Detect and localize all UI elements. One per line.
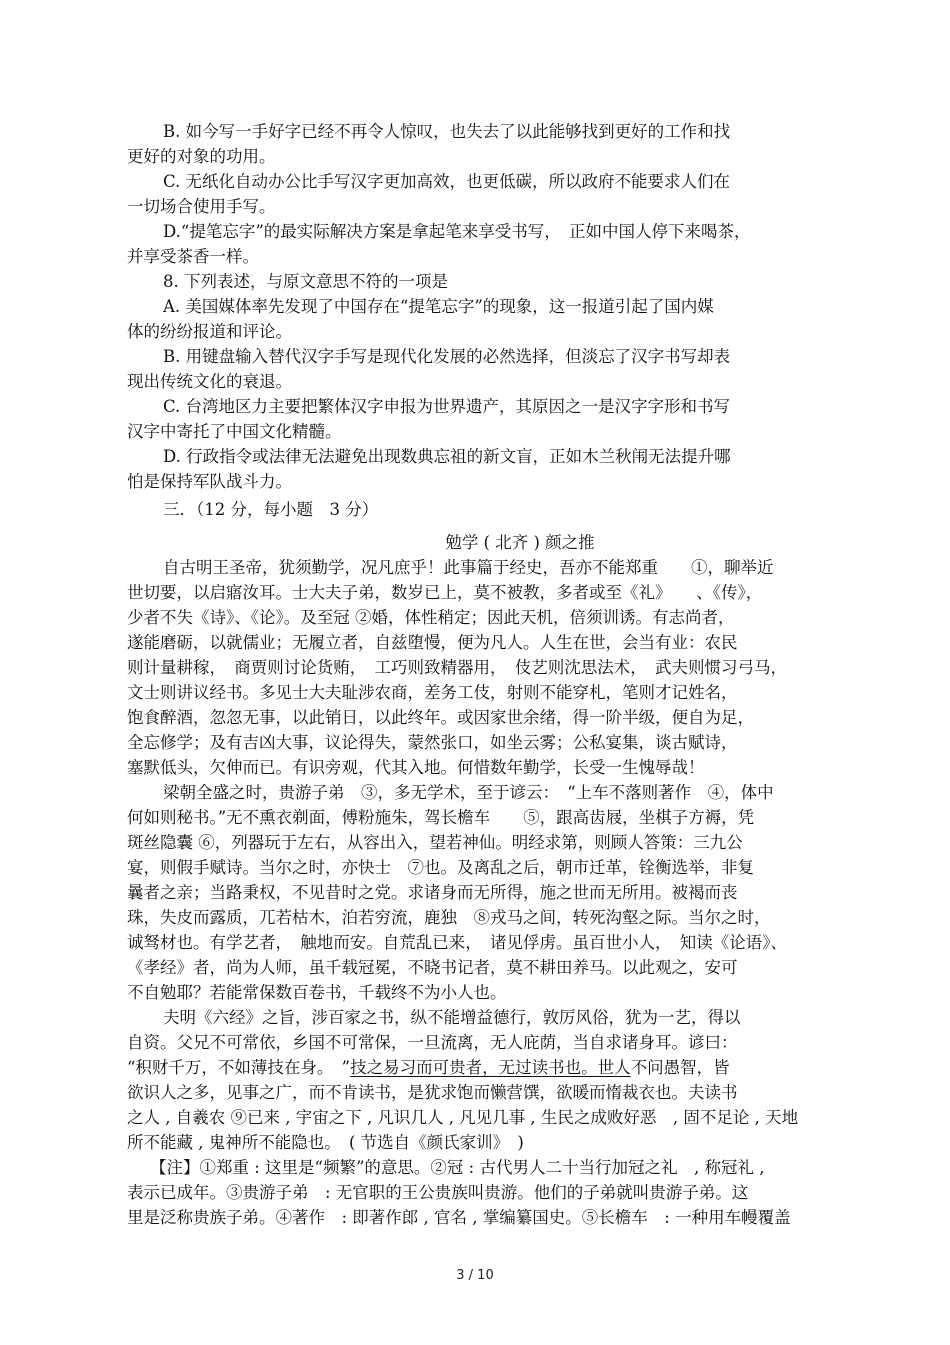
text-line: 少者不失《诗》、《论》。及至冠 ②婚，体性稍定；因此天机，倍须训诱。有志尚者， [127,608,735,627]
text-line: 梁朝全盛之时，贵游子弟 ③，多无学术，至于谚云： “上车不落则著作 ④，体中 [163,783,774,802]
text-line: D.“提笔忘字”的最实际解决方案是拿起笔来享受书写， 正如中国人停下来喝茶， [163,222,751,241]
text-line: C. 台湾地区力主要把繁体汉字申报为世界遗产，其原因之一是汉字字形和书写 [163,397,731,416]
section-heading: 三．（12 分，每小题 3 分） [163,500,379,519]
text-line: 塞默低头，欠伸而已。有识旁观，代其入地。何惜数年勤学，长受一生愧辱哉！ [127,758,705,777]
text-line: 自古明王圣帝，犹须勤学，况凡庶乎！此事篇于经史，吾亦不能郑重 ①，聊举近 [163,558,774,577]
text-line: 诚驽材也。有学艺者， 触地而安。自荒乱已来， 诸见俘虏。虽百世小人， 知读《论语》、 [127,933,787,952]
text-line: 全忘修学；及有吉凶大事，议论得失，蒙然张口，如坐云雾；公私宴集，谈古赋诗， [127,733,738,752]
notes-line: 表示已成年。③贵游子弟 : 无官职的王公贵族叫贵游。他们的子弟就叫贵游子弟。这 [127,1183,749,1202]
text-line: 饱食醉酒，忽忽无事，以此销日，以此终年。或因家世余绪，得一阶半级，便自为足， [127,708,754,727]
text-line: B. 用键盘输入替代汉字手写是现代化发展的必然选择，但淡忘了汉字书写却表 [163,347,731,366]
text-line: 自资。父兄不可常依，乡国不可常保，一旦流离，无人庇荫，当自求诸身耳。谚曰： [127,1033,738,1052]
text-line: 所不能藏 , 鬼神所不能隐也。 ( 节选自《颜氏家训》 ) [127,1133,524,1152]
text-line: 夫明《六经》之旨，涉百家之书，纵不能增益德行，敦厉风俗，犹为一艺，得以 [163,1008,741,1027]
text-line: 汉字中寄托了中国文化精髓。 [127,422,342,441]
text-line: 宴，则假手赋诗。当尔之时，亦快士 ⑦也。及离乱之后，朝市迁革，铨衡选举，非复 [127,858,754,877]
text-line: 欲识人之多，见事之广，而不肯读书，是犹求饱而懒营馔，欲暖而惰裁衣也。夫读书 [127,1083,738,1102]
text-line: 并享受茶香一样。 [127,247,259,266]
text-line: A. 美国媒体率先发现了中国存在“提笔忘字”的现象，这一报道引起了国内媒 [163,297,714,316]
text-line: 何如则秘书。”无不熏衣剃面，傅粉施朱，驾长檐车 ⑤，跟高齿屐，坐棋子方褥，凭 [127,808,755,827]
quote-line [127,1055,837,1080]
text-line: 更好的对象的功用。 [127,147,276,166]
text-line: 文士则讲议经书。多见士大夫耻涉农商，差务工伎，射则不能穿札，笔则才记姓名， [127,683,738,702]
text-line: 珠，失皮而露质，兀若枯木，泊若穷流，鹿独 ⑧戎马之间，转死沟壑之际。当尔之时， [127,908,771,927]
notes-line: 【注】①郑重 : 这里是“频繁”的意思。②冠 : 古代男人二十当行加冠之礼 , 称冠礼 , [150,1158,765,1177]
text-line: 曩者之亲；当路秉权，不见昔时之党。求诸身而无所得，施之世而无所用。被褐而丧 [127,883,738,902]
passage-title: 勉学 ( 北齐 ) 颜之推 [445,533,595,552]
text-line: 怕是保持军队战斗力。 [127,472,292,491]
text-line: 斑丝隐囊 ⑥，列器玩于左右，从容出入，望若神仙。明经求第，则顾人答策：三九公 [127,833,743,852]
text-line: 世切要，以启寤汝耳。士大夫子弟，数岁已上，莫不被教，多者或至《礼》 、《传》， [127,583,763,602]
underlined-sentence: 技之易习而可贵者，无过读书也。世人 [350,1058,631,1077]
page-number: 3 / 10 [456,1268,494,1283]
notes-line: 里是泛称贵族子弟。④著作 : 即著作郎 , 官名 , 掌编纂国史。⑤长檐车 : 一种用车幔覆盖 [127,1208,791,1227]
text-line: D. 行政指令或法律无法避免出现数典忘祖的新文盲，正如木兰秋闱无法提升哪 [163,447,731,466]
quote-text: “积财千万，不如薄技在身。 ” [127,1058,351,1077]
text-line: 则计量耕稼， 商贾则讨论货贿， 工巧则致精器用， 伎艺则沈思法术， 武夫则惯习弓马， [127,658,787,677]
text-line: 体的纷纷报道和评论。 [127,322,292,341]
text-line: C. 无纸化自动办公比手写汉字更加高效，也更低碳，所以政府不能要求人们在 [163,172,731,191]
text-line: B. 如今写一手好字已经不再令人惊叹，也失去了以此能够找到更好的工作和找 [163,122,731,141]
text-line: 《孝经》者，尚为人师，虽千载冠冕，不晓书记者，莫不耕田养马。以此观之，安可 [127,958,738,977]
text-line: 现出传统文化的衰退。 [127,372,292,391]
quote-tail: 不问愚智，皆 [630,1058,730,1077]
text-line: 之人 , 自羲农 ⑨已来 , 宇宙之下 , 凡识几人 , 凡见几事 , 生民之成败好恶 , 固不足论 , 天地 [127,1108,799,1127]
text-line: 遂能磨砺，以就儒业；无履立者，自兹堕慢，便为凡人。人生在世，会当有业：农民 [127,633,738,652]
text-line: 不自勉耶？若能常保数百卷书，千载终不为小人也。 [127,983,507,1002]
question-heading: 8. 下列表述，与原文意思不符的一项是 [163,272,448,291]
text-line: 一切场合使用手写。 [127,197,276,216]
